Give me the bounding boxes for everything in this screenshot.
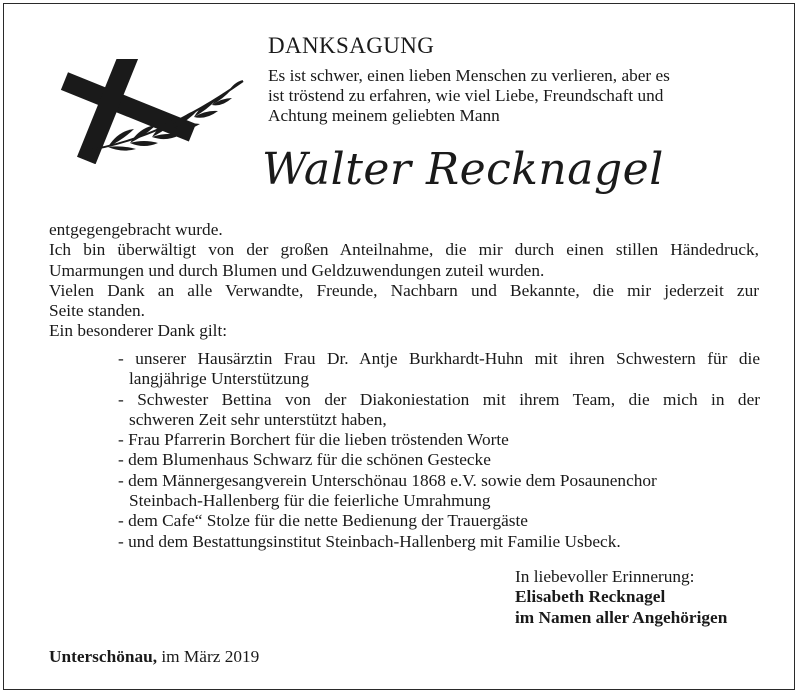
signer-note: im Namen aller Angehörigen xyxy=(515,607,728,627)
list-item: - Schwester Bettina von der Diakoniestation mit ihrem Team, die mich in der xyxy=(118,389,760,409)
deceased-name: Walter Recknagel xyxy=(262,144,664,195)
body-line: Umarmungen und durch Blumen und Geldzuwendungen zuteil wurden. xyxy=(49,260,545,280)
list-item-continuation: Steinbach-Hallenberg für die feierliche Umrahmung xyxy=(129,491,491,511)
list-item: - Frau Pfarrerin Borchert für die lieben tröstenden Worte xyxy=(118,430,509,450)
body-text xyxy=(49,220,759,342)
list-item-continuation: langjährige Unterstützung xyxy=(129,369,309,389)
body-line: Vielen Dank an alle Verwandte, Freunde, Nachbarn und Bekannte, die mir jederzeit zur xyxy=(49,280,759,300)
cross-with-palm-branch-icon xyxy=(38,59,252,164)
list-item: - unserer Hausärztin Frau Dr. Antje Burkhardt-Huhn mit ihren Schwestern für die xyxy=(118,349,760,368)
body-line: Seite standen. xyxy=(49,301,145,321)
place-town: Unterschönau, xyxy=(49,647,158,666)
place-date-text: im März 2019 xyxy=(161,647,260,666)
closing-signature xyxy=(515,567,727,628)
list-item: - dem Blumenhaus Schwarz für die schönen Gestecke xyxy=(118,450,491,470)
list-item-continuation: schweren Zeit sehr unterstützt haben, xyxy=(129,409,387,429)
list-item: - und dem Bestattungsinstitut Steinbach-Hallenberg mit Familie Usbeck. xyxy=(118,531,621,551)
notice-heading: DANKSAGUNG xyxy=(268,33,435,58)
closing-line: In liebevoller Erinnerung: xyxy=(515,567,695,586)
intro-line: ist tröstend zu erfahren, wie viel Liebe, Freundschaft und xyxy=(268,86,664,105)
intro-text xyxy=(268,66,768,126)
body-line: entgegengebracht wurde. xyxy=(49,220,223,239)
body-line: Ein besonderer Dank gilt: xyxy=(49,321,228,341)
intro-line: Achtung meinem geliebten Mann xyxy=(268,106,500,125)
body-line: Ich bin überwältigt von der großen Anteilnahme, die mir durch einen stillen Händedruck, xyxy=(49,240,759,260)
list-item: - dem Cafe“ Stolze für die nette Bedienung der Trauergäste xyxy=(118,511,528,531)
list-item: - dem Männergesangverein Unterschönau 1868 e.V. sowie dem Posaunenchor xyxy=(118,470,657,490)
signer-name: Elisabeth Recknagel xyxy=(515,587,666,607)
thanks-list xyxy=(118,349,760,552)
place-date xyxy=(49,647,259,667)
obituary-notice xyxy=(3,3,795,690)
intro-line: Es ist schwer, einen lieben Menschen zu verlieren, aber es xyxy=(268,66,670,85)
